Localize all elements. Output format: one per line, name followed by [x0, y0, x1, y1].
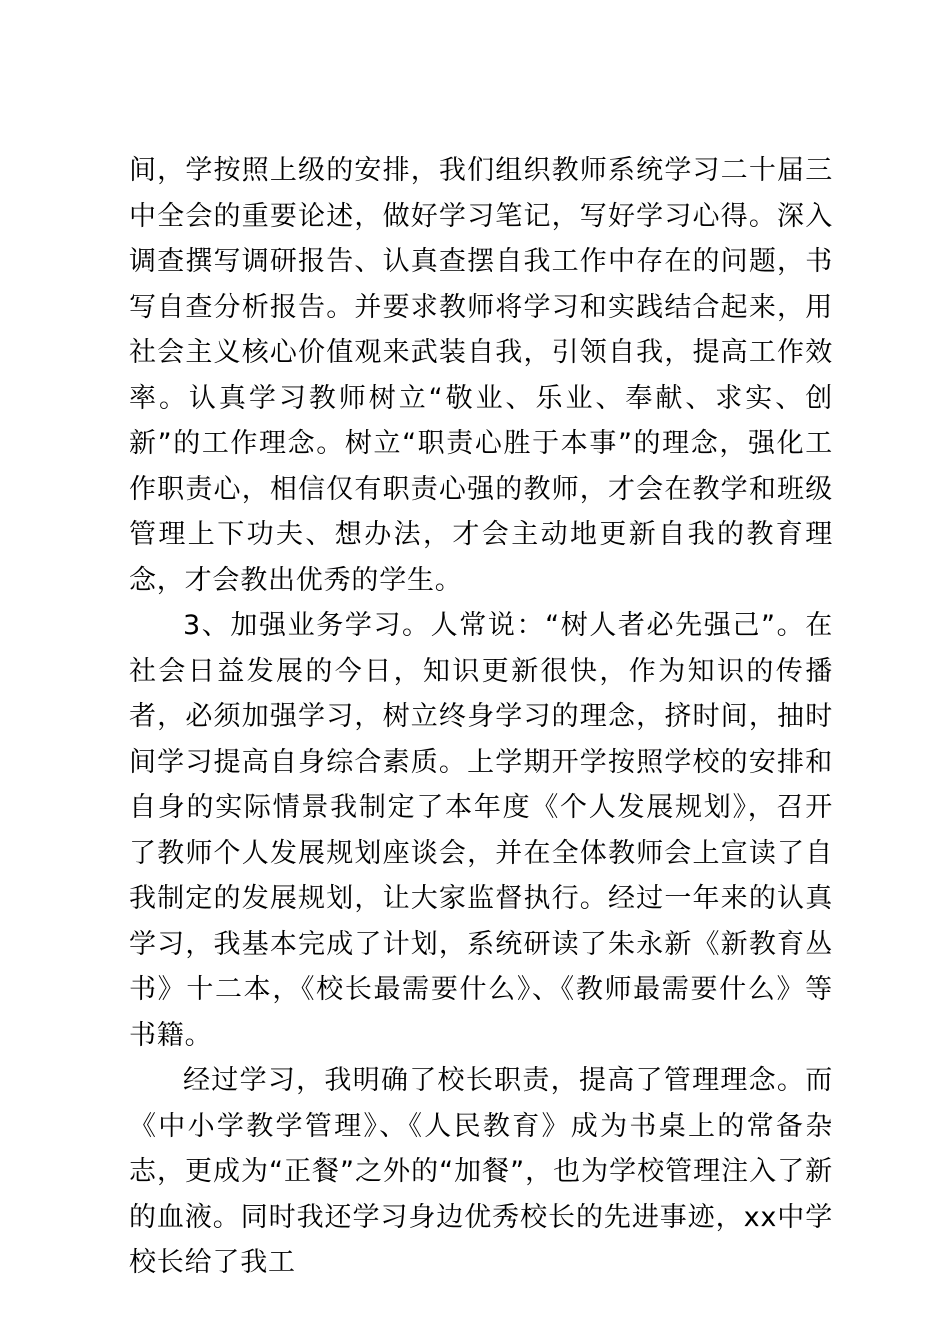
document-page [129, 148, 833, 1286]
paragraph-2: 3、加强业务学习。人常说：“树人者必先强己”。在社会日益发展的今日，知识更新很快，作为知识的传播者，必须加强学习，树立终身学习的理念，挤时间，抽时间学习提高自身综合素质。上学期开学按照学校的安排和自身的实际情景我制定了本年度《个人发展规划》，召开了教师个人发展规划座谈会，并在全体教师会上宣读了自我制定的发展规划，让大家监督执行。经过一年来的认真学习，我基本完成了计划，系统研读了朱永新《新教育丛书》十二本，《校长最需要什么》、《教师最需要什么》等书籍。 [129, 610, 833, 1051]
paragraph-1: 间，学按照上级的安排，我们组织教师系统学习二十届三中全会的重要论述，做好学习笔记，写好学习心得。深入调查撰写调研报告、认真查摆自我工作中存在的问题，书写自查分析报告。并要求教师将学习和实践结合起来，用社会主义核心价值观来武装自我，引领自我，提高工作效率。认真学习教师树立“敬业、乐业、奉献、求实、创新”的工作理念。树立“职责心胜于本事”的理念，强化工作职责心，相信仅有职责心强的教师，才会在教学和班级管理上下功夫、想办法，才会主动地更新自我的教育理念，才会教出优秀的学生。 [129, 155, 833, 596]
paragraph-3: 经过学习，我明确了校长职责，提高了管理理念。而《中小学教学管理》、《人民教育》成为书桌上的常备杂志，更成为“正餐”之外的“加餐”，也为学校管理注入了新的血液。同时我还学习身边优秀校长的先进事迹，xx中学校长给了我工 [129, 1065, 833, 1278]
